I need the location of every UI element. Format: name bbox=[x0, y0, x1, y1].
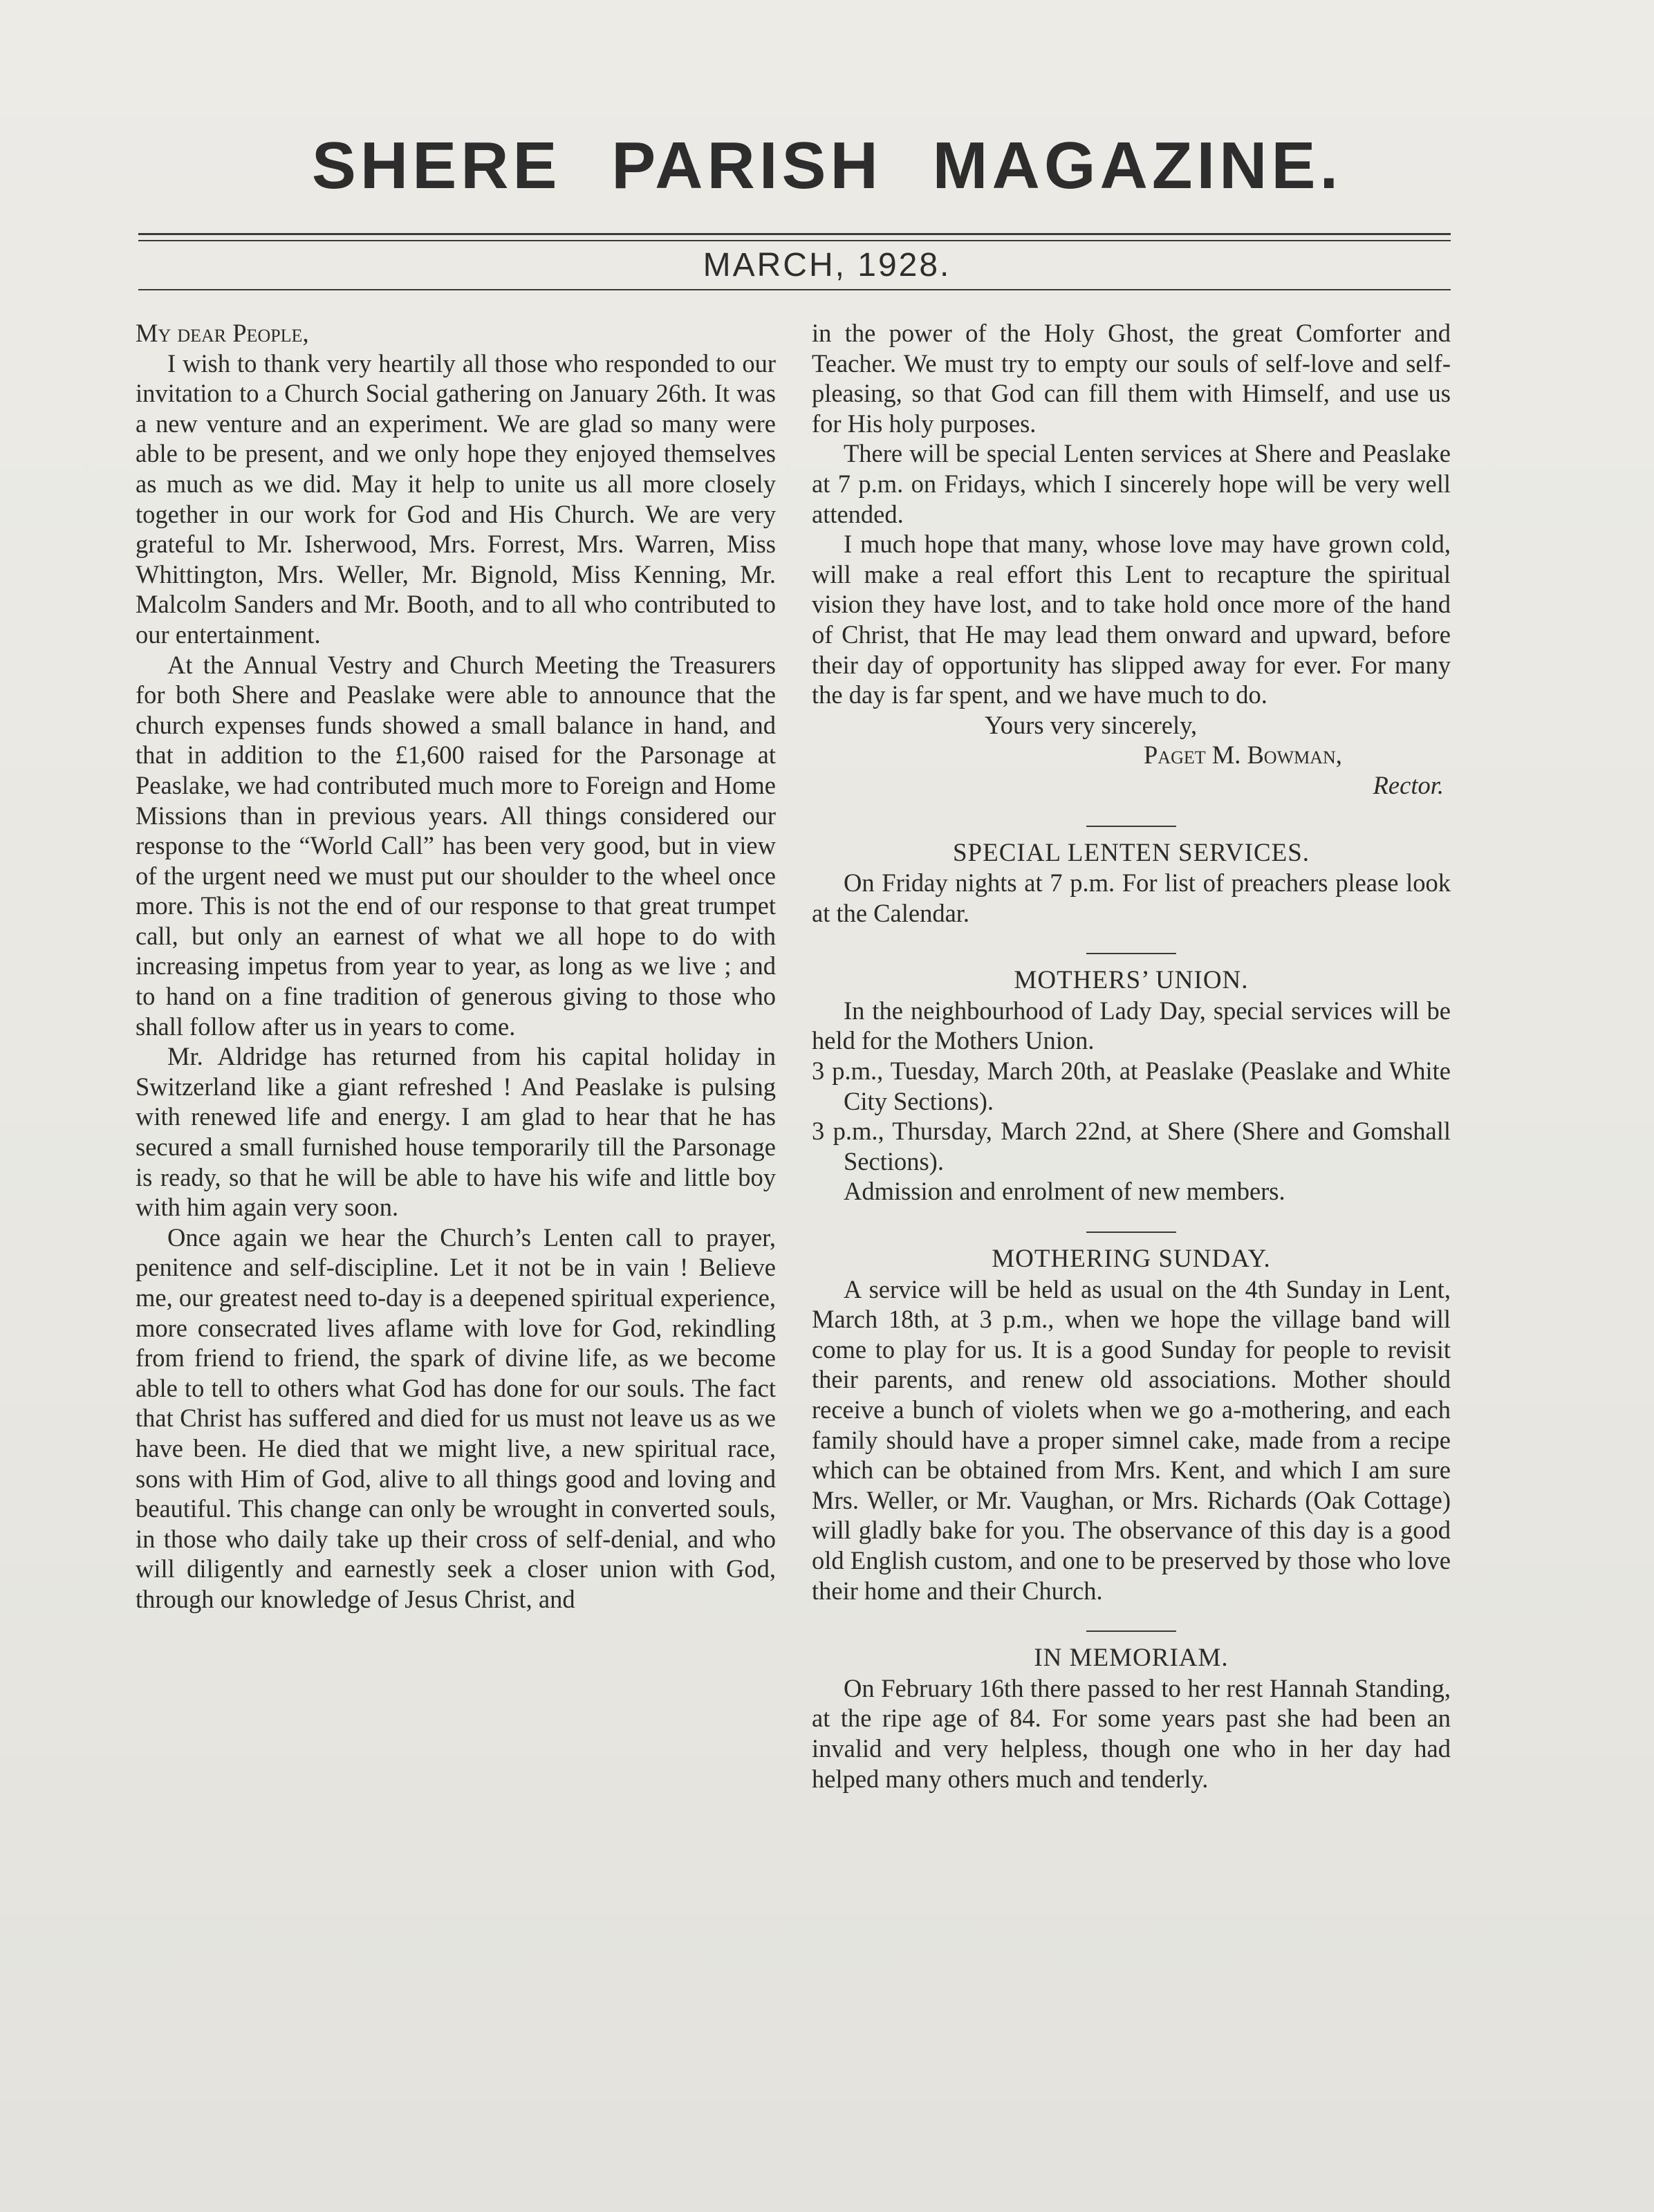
letter-paragraph: I much hope that many, whose love may have grown cold, will make a real effort this Lent to recapture the spiritual vision they have lost, and to take hold once more of the hand of Christ, that He may lead them onward and upward, before their day of opportunity has slipped away for ever. For many the day is far spent, and we have much to do. bbox=[812, 530, 1451, 709]
mothers-union-note: Admission and enrolment of new members. bbox=[844, 1177, 1285, 1206]
letter-signer: Paget M. Bowman, bbox=[1144, 741, 1342, 770]
letter-paragraph: Once again we hear the Church’s Lenten call to prayer, penitence and self-discipline. Let it not be in vain ! Believe me, our greatest need to-day is a deepened spiritual experience, more consecrated lives aflame with love for God, rekindling from friend to friend, the spark of divine life, as we become able to tell to others what God has done for our souls. The fact that Christ has suffered and died for us must not leave us as we have been. He died that we might live, a new spiritual race, sons with Him of God, alive to all things good and loving and beautiful. This change can only be wrought in converted souls, in those who daily take up their cross of self-denial, and who will diligently and earnestly seek a closer union with God, through our knowledge of Jesus Christ, and bbox=[136, 1223, 776, 1613]
mothers-union-intro: In the neighbourhood of Lady Day, special services will be held for the Mothers Union. bbox=[812, 996, 1451, 1055]
letter-signer-role: Rector. bbox=[1373, 770, 1444, 799]
section-divider bbox=[1086, 1630, 1176, 1632]
magazine-title: SHERE PARISH MAGAZINE. bbox=[311, 129, 1343, 203]
title-rule-upper bbox=[138, 233, 1451, 235]
issue-date: MARCH, 1928. bbox=[703, 247, 951, 284]
lenten-services-body: On Friday nights at 7 p.m. For list of preachers please look at the Calendar. bbox=[812, 868, 1451, 927]
letter-paragraph: There will be special Lenten services at Shere and Peaslake at 7 p.m. on Fridays, which I sincerely hope will be very well attended. bbox=[812, 439, 1451, 528]
letter-salutation: My dear People, bbox=[136, 319, 309, 347]
letter-continuation: in the power of the Holy Ghost, the great Comforter and Teacher. We must try to empty our souls of self-love and self-pleasing, so that God can fill them with Himself, and use us for His holy purposes. bbox=[812, 319, 1451, 438]
mothers-union-item: 3 p.m., Tuesday, March 20th, at Peaslake (Peaslake and White City Sections). bbox=[812, 1057, 1451, 1115]
mothers-union-heading: MOTHERS’ UNION. bbox=[1014, 966, 1249, 995]
letter-paragraph: At the Annual Vestry and Church Meeting the Treasurers for both Shere and Peaslake were able to announce that the church expenses funds showed a small balance in hand, and that in addition to the £1,600 raised for the Parsonage at Peaslake, we had contributed much more to Foreign and Home Missions than in previous years. All things considered our response to the “World Call” has been very good, but in view of the urgent need we must put our shoulder to the wheel once more. This is not the end of our response to that great trumpet call, but only an earnest of what we all hope to do with increasing impetus from year to year, as long as we live ; and to hand on a fine tradition of generous giving to those who shall follow after us in years to come. bbox=[136, 650, 776, 1041]
lenten-services-heading: SPECIAL LENTEN SERVICES. bbox=[952, 838, 1310, 867]
title-rule-lower bbox=[138, 240, 1451, 241]
section-divider bbox=[1086, 826, 1176, 827]
mothers-union-item: 3 p.m., Thursday, March 22nd, at Shere (Shere and Gomshall Sections). bbox=[812, 1117, 1451, 1175]
letter-closing: Yours very sincerely, bbox=[985, 710, 1198, 739]
section-divider bbox=[1086, 1232, 1176, 1233]
memoriam-body: On February 16th there passed to her rest Hannah Standing, at the ripe age of 84. For some years past she had been an invalid and very helpless, though one who in her day had helped many others much and tenderly. bbox=[812, 1673, 1451, 1793]
date-rule bbox=[138, 289, 1451, 290]
left-column bbox=[136, 318, 776, 1615]
mothering-sunday-heading: MOTHERING SUNDAY. bbox=[992, 1245, 1271, 1274]
letter-paragraph: Mr. Aldridge has returned from his capital holiday in Switzerland like a giant refreshed ! And Peaslake is pulsing with renewed life and energy. I am glad to hear that he has secured a small furnished house temporarily till the Parsonage is ready, so that he will be able to have his wife and little boy with him again very soon. bbox=[136, 1042, 776, 1222]
section-divider bbox=[1086, 953, 1176, 954]
mothering-sunday-body: A service will be held as usual on the 4th Sunday in Lent, March 18th, at 3 p.m., when we hope the village band will come to play for us. It is a good Sunday for people to revisit their parents, and renew old associations. Mother should receive a bunch of violets when we go a-mothering, and each family should have a proper simnel cake, made from a recipe which can be obtained from Mrs. Kent, and which I am sure Mrs. Weller, or Mr. Vaughan, or Mrs. Richards (Oak Cottage) will gladly bake for you. The observance of this day is a good old English custom, and one to be preserved by those who love their home and their Church. bbox=[812, 1274, 1451, 1605]
right-column bbox=[812, 318, 1451, 1794]
letter-paragraph: I wish to thank very heartily all those who responded to our invitation to a Church Social gathering on January 26th. It was a new venture and an experiment. We are glad so many were able to be present, and we only hope they enjoyed themselves as much as we did. May it help to unite us all more closely together in our work for God and His Church. We are very grateful to Mr. Isherwood, Mrs. Forrest, Mrs. Warren, Miss Whittington, Mrs. Weller, Mr. Bignold, Miss Kenning, Mr. Malcolm Sanders and Mr. Booth, and to all who contributed to our entertainment. bbox=[136, 348, 776, 649]
memoriam-heading: IN MEMORIAM. bbox=[1034, 1644, 1229, 1673]
